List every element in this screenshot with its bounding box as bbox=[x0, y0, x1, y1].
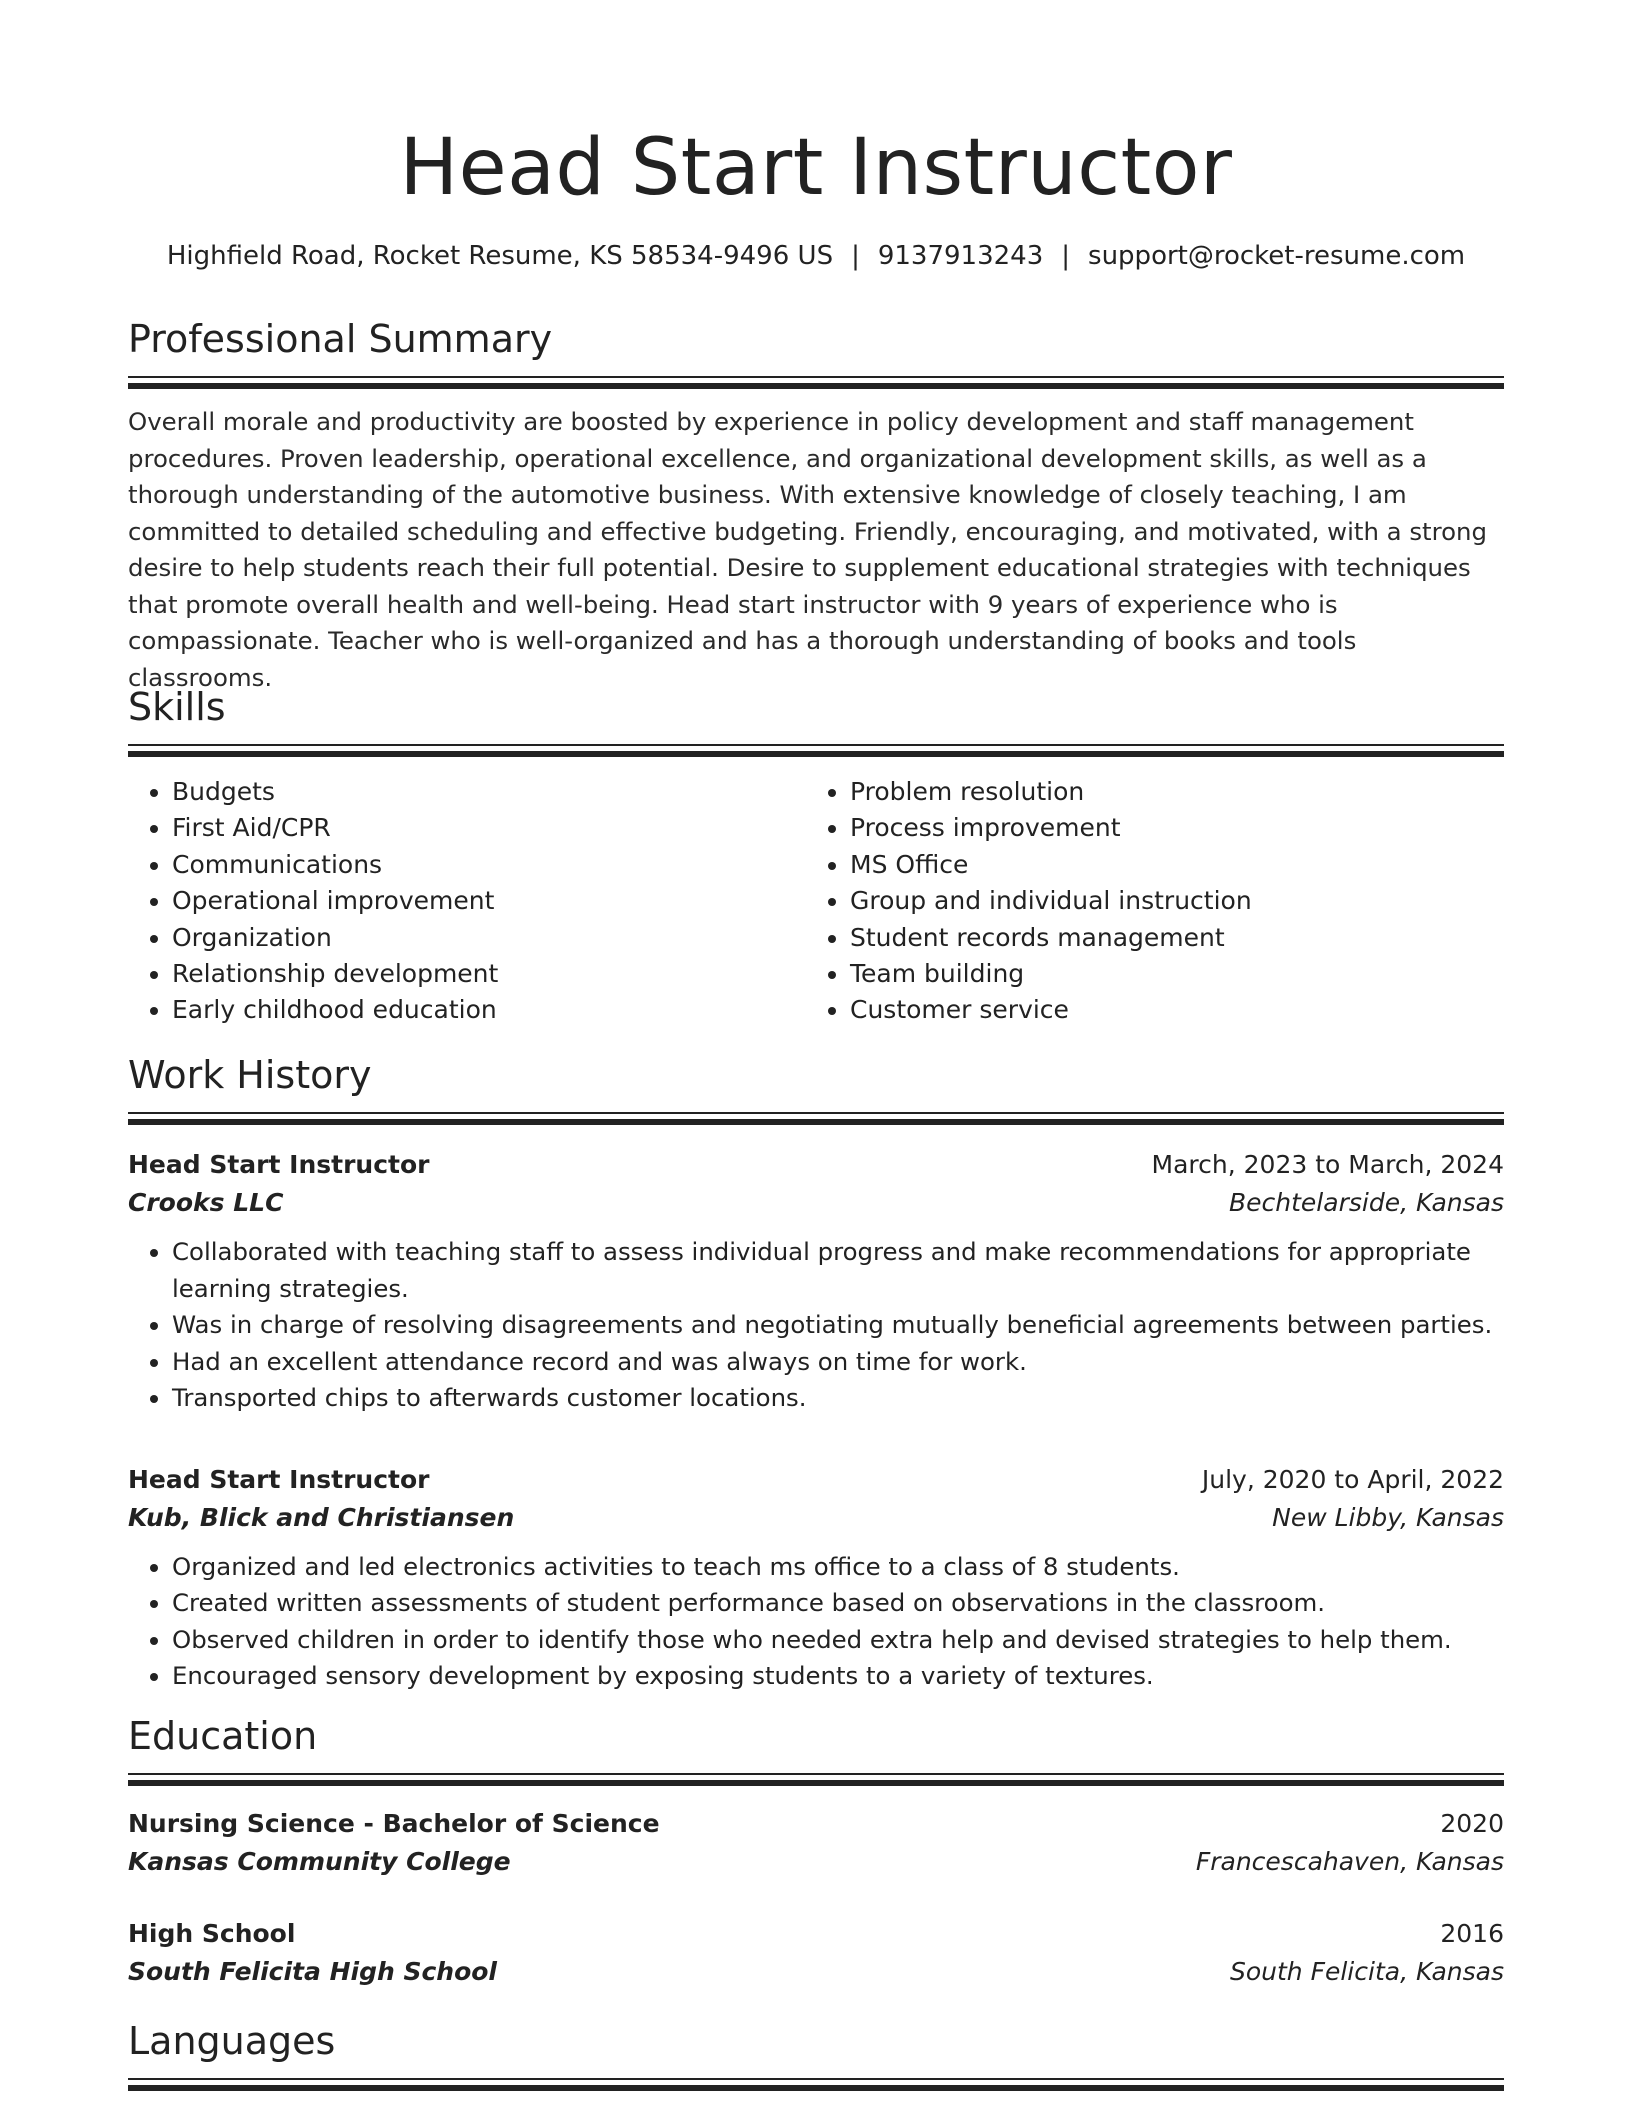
education-degree: High School bbox=[128, 1919, 296, 1948]
contact-line bbox=[128, 238, 1504, 274]
contact-separator: | bbox=[851, 241, 860, 271]
education-entry bbox=[128, 1805, 1504, 1881]
job-bullet: • Organized and led electronics activities to teach ms office to a class of 8 students. bbox=[172, 1549, 1504, 1586]
education-entry bbox=[128, 1915, 1504, 1991]
section-divider bbox=[128, 376, 1504, 390]
education-school-row bbox=[128, 1953, 1504, 1991]
section-divider bbox=[128, 1773, 1504, 1787]
contact-separator: | bbox=[1061, 241, 1071, 271]
education-school: Kansas Community College bbox=[128, 1847, 511, 1876]
section-divider bbox=[128, 744, 1504, 758]
job-bullet: • Observed children in order to identify those who needed extra help and devised strategies to help them. bbox=[172, 1622, 1504, 1659]
job-company: Crooks LLC bbox=[128, 1188, 284, 1217]
job-bullet: • Transported chips to afterwards customer locations. bbox=[172, 1380, 1504, 1417]
skill-item: • Customer service bbox=[850, 992, 1484, 1028]
skills-heading: Skills bbox=[128, 685, 226, 729]
job-role: Head Start Instructor bbox=[128, 1464, 430, 1494]
skill-item: • Early childhood education bbox=[172, 992, 806, 1028]
contact-address: Highfield Road, Rocket Resume, KS 58534-9496 US bbox=[166, 241, 834, 271]
job-entry bbox=[128, 1461, 1504, 1695]
job-company: Kub, Blick and Christiansen bbox=[128, 1502, 515, 1532]
job-bullet: • Had an excellent attendance record and was always on time for work. bbox=[172, 1344, 1504, 1381]
section-divider bbox=[128, 2078, 1504, 2092]
skill-item: • Student records management bbox=[850, 920, 1484, 956]
skill-item: • Budgets bbox=[172, 774, 806, 810]
contact-phone: 9137913243 bbox=[877, 241, 1044, 271]
job-company-row bbox=[128, 1184, 1504, 1222]
contact-email: support@rocket-resume.com bbox=[1088, 241, 1466, 271]
education-year: 2016 bbox=[1440, 1919, 1504, 1948]
section-divider bbox=[128, 1112, 1504, 1126]
education-school: South Felicita High School bbox=[128, 1957, 498, 1986]
education-year: 2020 bbox=[1440, 1809, 1504, 1838]
job-header-row bbox=[128, 1146, 1504, 1184]
skill-item: • Team building bbox=[850, 956, 1484, 992]
skill-item: • Process improvement bbox=[850, 810, 1484, 846]
job-header-row bbox=[128, 1461, 1504, 1499]
education-location: South Felicita, Kansas bbox=[1230, 1957, 1504, 1986]
skills-columns bbox=[128, 774, 1504, 1029]
education-degree: Nursing Science - Bachelor of Science bbox=[128, 1809, 660, 1838]
work-history-section bbox=[128, 1050, 1504, 1695]
work-history-heading: Work History bbox=[128, 1053, 372, 1097]
skill-item: • First Aid/CPR bbox=[172, 810, 806, 846]
job-bullet: • Collaborated with teaching staff to assess individual progress and make recommendations for appropriate learning strategies. bbox=[172, 1234, 1504, 1307]
resume-name-title: Head Start Instructor bbox=[399, 123, 1233, 213]
skill-item: • Group and individual instruction bbox=[850, 883, 1484, 919]
skill-item: • Communications bbox=[172, 847, 806, 883]
skill-item: • Problem resolution bbox=[850, 774, 1484, 810]
skill-item: • Operational improvement bbox=[172, 883, 806, 919]
job-company-row bbox=[128, 1499, 1504, 1537]
education-header-row bbox=[128, 1915, 1504, 1953]
job-dates: July, 2020 to April, 2022 bbox=[1201, 1464, 1504, 1494]
skills-list-right bbox=[806, 774, 1484, 1029]
job-location: New Libby, Kansas bbox=[1272, 1502, 1504, 1532]
job-location: Bechtelarside, Kansas bbox=[1229, 1188, 1504, 1217]
summary-heading: Professional Summary bbox=[128, 317, 553, 361]
job-bullets bbox=[128, 1549, 1504, 1695]
skill-item: • MS Office bbox=[850, 847, 1484, 883]
languages-heading: Languages bbox=[128, 2019, 336, 2063]
job-entry bbox=[128, 1146, 1504, 1417]
job-bullet: • Created written assessments of student performance based on observations in the classroom. bbox=[172, 1585, 1504, 1622]
languages-section bbox=[128, 2016, 1504, 2092]
job-bullet: • Encouraged sensory development by exposing students to a variety of textures. bbox=[172, 1658, 1504, 1695]
skills-list-left bbox=[128, 774, 806, 1029]
skill-item: • Organization bbox=[172, 920, 806, 956]
job-role: Head Start Instructor bbox=[128, 1150, 430, 1179]
education-heading: Education bbox=[128, 1714, 318, 1758]
skills-section bbox=[128, 682, 1504, 1029]
skill-item: • Relationship development bbox=[172, 956, 806, 992]
education-section bbox=[128, 1711, 1504, 1991]
summary-text: Overall morale and productivity are boosted by experience in policy development and staff management procedures. Proven leadership, operational excellence, and organizational development skills, as well as a thorough understanding of the automotive business. With extensive knowledge of closely teaching, I am committed to detailed scheduling and effective budgeting. Friendly, encouraging, and motivated, with a strong desire to help students reach their full potential. Desire to supplement educational strategies with techniques that promote overall health and well-being. Head start instructor with 9 years of experience who is compassionate. Teacher who is well-organized and has a thorough understanding of books and tools classrooms. bbox=[128, 407, 1487, 692]
education-location: Francescahaven, Kansas bbox=[1195, 1847, 1504, 1876]
job-bullets bbox=[128, 1234, 1504, 1417]
job-bullet: • Was in charge of resolving disagreements and negotiating mutually beneficial agreements between parties. bbox=[172, 1307, 1504, 1344]
education-school-row bbox=[128, 1843, 1504, 1881]
job-dates: March, 2023 to March, 2024 bbox=[1151, 1150, 1504, 1179]
education-header-row bbox=[128, 1805, 1504, 1843]
summary-section bbox=[128, 314, 1504, 696]
